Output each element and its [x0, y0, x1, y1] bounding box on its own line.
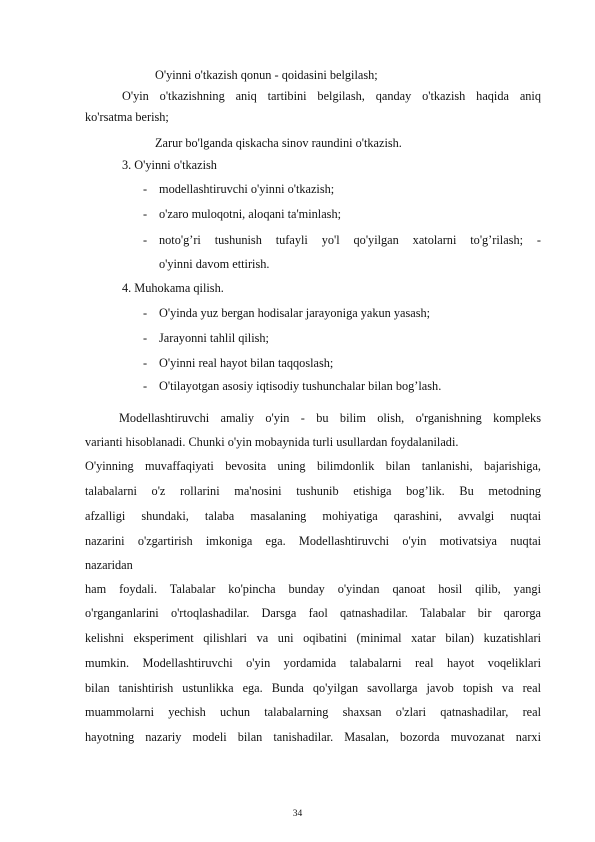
- list-item: o'zaro muloqotni, aloqani ta'minlash;: [159, 207, 342, 221]
- list-bullet: -: [143, 306, 148, 320]
- paragraph-line: talabalarni o'z rollarini ma'nosini tushunib etishiga bog’lik. Bu metodning: [85, 484, 541, 498]
- paragraph-line: Modellashtiruvchi amaliy o'yin - bu bilim olish, o'rganishning kompleks: [119, 411, 541, 425]
- list-bullet: -: [143, 356, 148, 370]
- list-bullet: -: [143, 207, 148, 221]
- list-bullet: -: [143, 182, 148, 196]
- paragraph-line: varianti hisoblanadi. Chunki o'yin mobaynida turli usullardan foydalaniladi.: [85, 435, 459, 449]
- list-item: O'yinni real hayot bilan taqqoslash;: [159, 356, 334, 370]
- paragraph-line: ham foydali. Talabalar ko'pincha bunday o'yindan qanoat hosil qilib, yangi: [85, 582, 541, 596]
- paragraph-line: mumkin. Modellashtiruvchi o'yin yordamida talabalarni real hayot voqeliklari: [85, 656, 541, 670]
- step-order-line2: ko'rsatma berish;: [85, 110, 169, 124]
- list-item: O'yinda yuz bergan hodisalar jarayoniga yakun yasash;: [159, 306, 431, 320]
- step-rules: O'yinni o'tkazish qonun - qoidasini belgilash;: [155, 68, 378, 82]
- paragraph-line: muammolarni yechish uchun talabalarning shaxsan o'zlari qatnashadilar, real: [85, 705, 541, 719]
- list-item-continuation: o'yinni davom ettirish.: [159, 257, 270, 271]
- paragraph-line: nazaridan: [85, 558, 133, 572]
- paragraph-line: kelishni eksperiment qilishlari va uni oqibatini (minimal xatar bilan) kuzatishlari: [85, 631, 541, 645]
- list-bullet: -: [143, 233, 148, 247]
- paragraph-line: afzalligi shundaki, talaba masalaning mohiyatiga qarashini, avvalgi nuqtai: [85, 509, 541, 523]
- list-item: O'tilayotgan asosiy iqtisodiy tushunchalar bilan bog’lash.: [159, 379, 442, 393]
- paragraph-line: O'yinning muvaffaqiyati bevosita uning bilimdonlik bilan tanlanishi, bajarishiga,: [85, 459, 541, 473]
- list-item: modellashtiruvchi o'yinni o'tkazish;: [159, 182, 335, 196]
- paragraph-line: nazarini o'zgartirish imkoniga ega. Modellashtiruvchi o'yin motivatsiya nuqtai: [85, 534, 541, 548]
- step-order-line1: O'yin o'tkazishning aniq tartibini belgilash, qanday o'tkazish haqida aniq: [122, 89, 541, 103]
- list-bullet: -: [143, 379, 148, 393]
- section-4-title: 4. Muhokama qilish.: [122, 281, 224, 295]
- paragraph-line: o'rganganlarini o'rtoqlashadilar. Darsga faol qatnashadilar. Talabalar bir qarorga: [85, 606, 541, 620]
- section-3-title: 3. O'yinni o'tkazish: [122, 158, 217, 172]
- step-trial: Zarur bo'lganda qiskacha sinov raundini o'tkazish.: [155, 136, 402, 150]
- list-item: Jarayonni tahlil qilish;: [159, 331, 269, 345]
- list-bullet: -: [143, 331, 148, 345]
- paragraph-line: hayotning nazariy modeli bilan tanishadilar. Masalan, bozorda muvozanat narxi: [85, 730, 541, 744]
- page-number: 34: [292, 809, 303, 819]
- list-item: noto'g’ri tushunish tufayli yo'l qo'yilgan xatolarni to'g’rilash; -: [159, 233, 541, 247]
- paragraph-line: bilan tanishtirish ustunlikka ega. Bunda qo'yilgan savollarga javob topish va real: [85, 681, 541, 695]
